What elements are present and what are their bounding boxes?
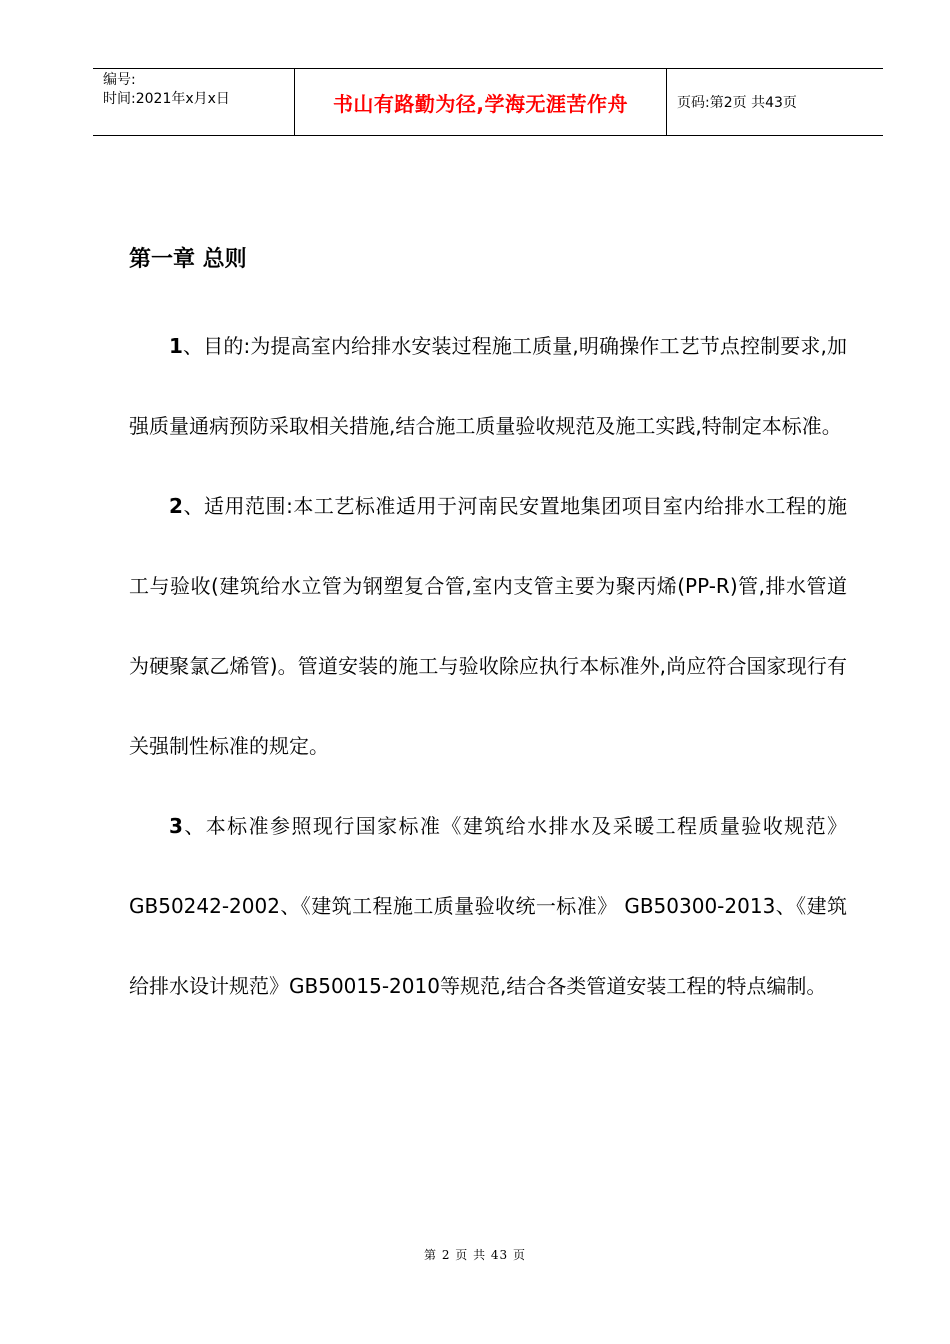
header-motto: 书山有路勤为径,学海无涯苦作舟 — [332, 91, 629, 116]
paragraph-number: 2 — [169, 494, 183, 518]
paragraph-references — [129, 786, 847, 1026]
header-meta-cell — [93, 69, 295, 135]
paragraph-text: 、适用范围:本工艺标准适用于河南民安置地集团项目室内给排水工程的施工与验收(建筑给水立管为钢塑复合管,室内支管主要为聚丙烯(PP-R)管,排水管道为硬聚氯乙烯管)。管道安装的施工与验收除应执行本标准外,尚应符合国家现行有关强制性标准的规定。 — [129, 494, 847, 758]
header-page-info: 页码:第2页 共43页 — [677, 95, 797, 111]
paragraph-text: 、目的:为提高室内给排水安装过程施工质量,明确操作工艺节点控制要求,加强质量通病预防采取相关措施,结合施工质量验收规范及施工实践,特制定本标准。 — [129, 334, 847, 438]
paragraph-purpose — [129, 306, 847, 466]
paragraph-number: 1 — [169, 334, 183, 358]
serial-number-label: 编号: — [103, 72, 136, 88]
paragraph-scope — [129, 466, 847, 786]
chapter-title: 第一章 总则 — [129, 247, 247, 272]
paragraph-text: 、本标准参照现行国家标准《建筑给水排水及采暖工程质量验收规范》GB50242-2002、《建筑工程施工质量验收统一标准》 GB50300-2013、《建筑给排水设计规范》GB50015-2010等规范,结合各类管道安装工程的特点编制。 — [129, 814, 847, 998]
page-header — [93, 68, 883, 136]
header-motto-cell — [295, 69, 667, 135]
document-body — [129, 306, 847, 1026]
time-label: 时间:2021年x月x日 — [103, 91, 230, 107]
header-page-cell — [667, 69, 883, 135]
page-footer: 第 2 页 共 43 页 — [424, 1248, 526, 1262]
paragraph-number: 3 — [169, 814, 183, 838]
